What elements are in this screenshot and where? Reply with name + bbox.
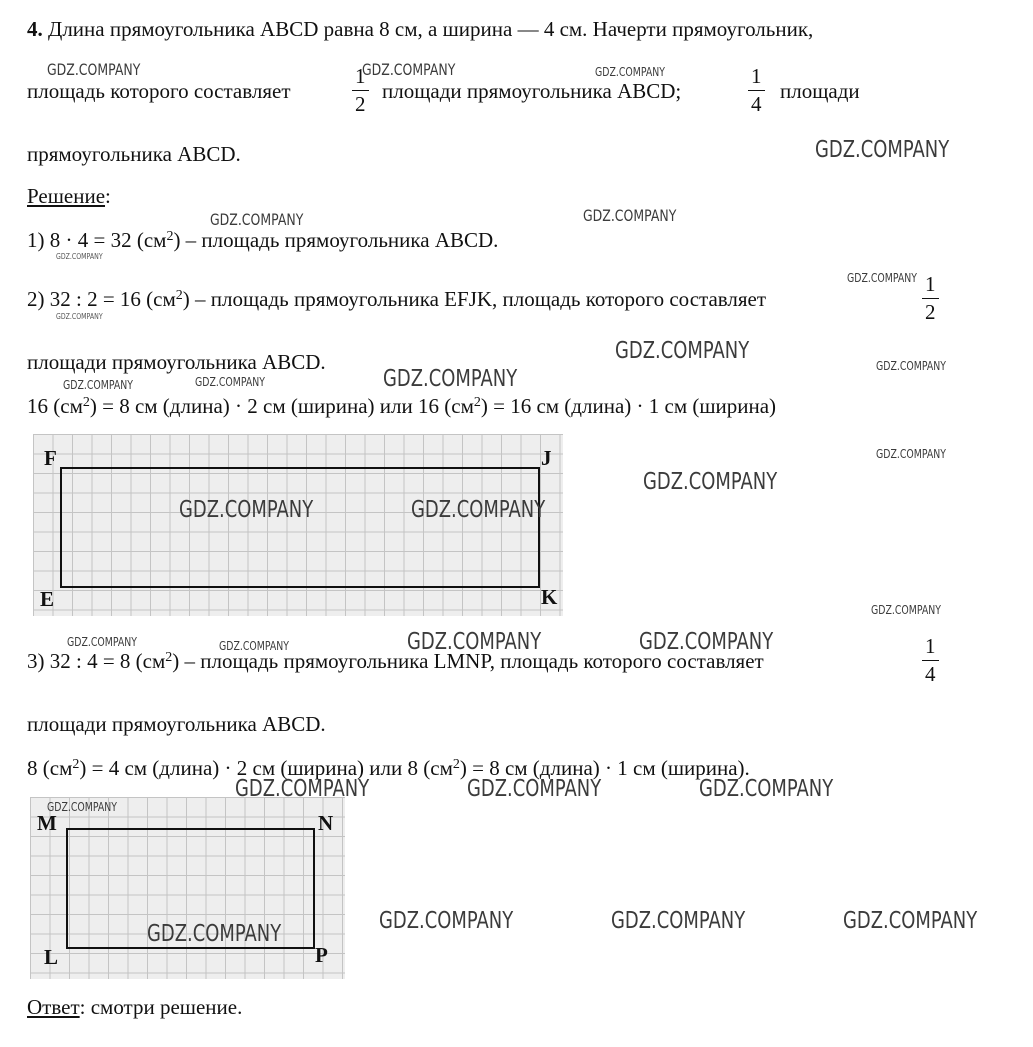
vertex-label-l: L (44, 945, 59, 969)
superscript: 2 (452, 757, 460, 772)
watermark: GDZ.COMPANY (219, 639, 290, 653)
vertex-label-j: J (541, 446, 552, 470)
step-3-fraction (922, 636, 939, 685)
fraction-denominator: 2 (925, 300, 936, 324)
step-2-fraction (922, 274, 939, 323)
fraction-numerator: 1 (748, 66, 765, 91)
task-line-3: прямоугольника ABCD. (27, 142, 241, 166)
watermark: GDZ.COMPANY (615, 338, 750, 364)
watermark: GDZ.COMPANY (876, 447, 947, 461)
watermark: GDZ.COMPANY (379, 908, 514, 934)
watermark: GDZ.COMPANY (583, 206, 677, 225)
watermark: GDZ.COMPANY (210, 210, 304, 229)
task-number: 4. (27, 17, 43, 41)
task-text-1: Длина прямоугольника ABCD равна 8 см, а ширина — 4 см. Начерти прямоугольник, (48, 17, 814, 41)
superscript: 2 (166, 229, 174, 244)
vertex-label-p: P (315, 943, 328, 967)
task-line-2b: площади прямоугольника ABCD; (382, 79, 682, 103)
watermark: GDZ.COMPANY (67, 635, 138, 649)
watermark: GDZ.COMPANY (195, 375, 266, 389)
step-1-part-b: ) – площадь прямоугольника ABCD. (173, 228, 499, 252)
step-1-part-a: 1) 8 · 4 = 32 (см (27, 228, 167, 252)
watermark: GDZ.COMPANY (235, 776, 370, 802)
watermark: GDZ.COMPANY (847, 271, 918, 285)
fraction-numerator: 1 (352, 66, 369, 91)
fraction-denominator: 2 (355, 92, 366, 116)
superscript: 2 (165, 650, 173, 665)
fraction-numerator: 1 (922, 274, 939, 299)
step-2 (27, 289, 766, 310)
step-2-equation (27, 396, 776, 417)
step-3-continuation: площади прямоугольника ABCD. (27, 712, 326, 736)
step-3-part-a: 3) 32 : 4 = 8 (см (27, 649, 166, 673)
watermark: GDZ.COMPANY (611, 908, 746, 934)
task-line-1 (27, 19, 813, 40)
watermark: GDZ.COMPANY (639, 629, 774, 655)
task-line-2a: площадь которого составляет (27, 79, 291, 103)
task-line-2c: площади (780, 79, 860, 103)
watermark: GDZ.COMPANY (179, 497, 314, 523)
step-3-eq-part-c: ) = 8 см (длина) · 1 см (ширина). (459, 756, 750, 780)
answer-label: Ответ (27, 995, 80, 1019)
watermark: GDZ.COMPANY (47, 800, 118, 814)
step-2-eq-part-c: ) = 16 см (длина) · 1 см (ширина) (480, 394, 777, 418)
step-1 (27, 230, 498, 251)
watermark: GDZ.COMPANY (407, 629, 542, 655)
superscript: 2 (82, 395, 90, 410)
rectangle-efjk (60, 467, 540, 588)
watermark: GDZ.COMPANY (63, 378, 134, 392)
step-2-continuation: площади прямоугольника ABCD. (27, 350, 326, 374)
watermark: GDZ.COMPANY (147, 921, 282, 947)
step-3-eq-part-a: 8 (см (27, 756, 73, 780)
task-fraction-quarter (748, 66, 765, 115)
watermark: GDZ.COMPANY (876, 359, 947, 373)
watermark: GDZ.COMPANY (383, 366, 518, 392)
superscript: 2 (473, 395, 481, 410)
superscript: 2 (72, 757, 80, 772)
solution-heading (27, 186, 111, 207)
vertex-label-k: K (541, 585, 558, 609)
step-3-part-b: ) – площадь прямоугольника LMNP, площадь которого составляет (172, 649, 764, 673)
step-3-equation (27, 758, 750, 779)
superscript: 2 (175, 288, 183, 303)
step-3-eq-part-b: ) = 4 см (длина) · 2 см (ширина) или 8 (см (79, 756, 453, 780)
vertex-label-f: F (44, 446, 57, 470)
step-2-eq-part-b: ) = 8 см (длина) · 2 см (ширина) или 16 (см (89, 394, 474, 418)
watermark: GDZ.COMPANY (699, 776, 834, 802)
answer-text: : смотри решение. (79, 995, 243, 1019)
solution-heading-colon: : (105, 184, 111, 208)
vertex-label-m: M (37, 811, 57, 835)
step-2-eq-part-a: 16 (см (27, 394, 83, 418)
watermark: GDZ.COMPANY (843, 908, 978, 934)
watermark: GDZ.COMPANY (595, 65, 666, 79)
watermark: GDZ.COMPANY (411, 497, 546, 523)
step-2-part-b: ) – площадь прямоугольника EFJK, площадь которого составляет (182, 287, 767, 311)
fraction-denominator: 4 (751, 92, 762, 116)
watermark: GDZ.COMPANY (56, 252, 103, 261)
solution-heading-text: Решение (27, 184, 106, 208)
watermark: GDZ.COMPANY (56, 312, 103, 321)
vertex-label-e: E (40, 587, 55, 611)
watermark: GDZ.COMPANY (643, 469, 778, 495)
watermark: GDZ.COMPANY (362, 60, 456, 79)
fraction-numerator: 1 (922, 636, 939, 661)
watermark: GDZ.COMPANY (871, 603, 942, 617)
watermark: GDZ.COMPANY (47, 60, 141, 79)
vertex-label-n: N (318, 811, 334, 835)
watermark: GDZ.COMPANY (815, 137, 950, 163)
answer (27, 997, 242, 1018)
watermark: GDZ.COMPANY (467, 776, 602, 802)
step-2-part-a: 2) 32 : 2 = 16 (см (27, 287, 176, 311)
fraction-denominator: 4 (925, 662, 936, 686)
